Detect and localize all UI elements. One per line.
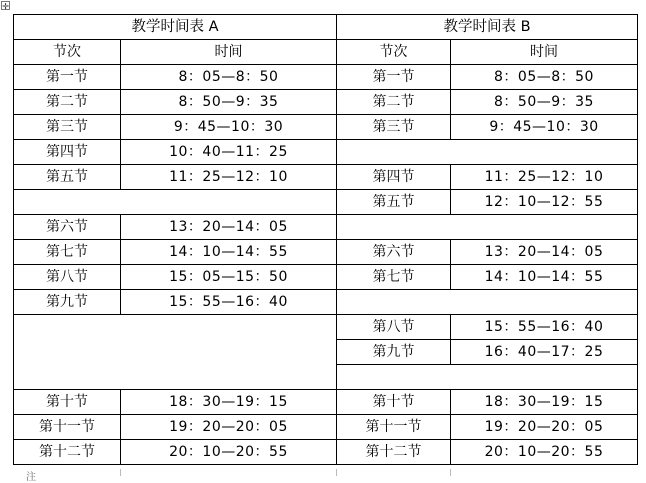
a-empty-cell <box>14 315 337 390</box>
table-row <box>14 165 638 190</box>
a-time-cell: 15：55—16：40 <box>121 290 337 315</box>
column-guide <box>336 469 337 476</box>
a-period-cell: 第八节 <box>14 265 121 290</box>
b-period-cell: 第九节 <box>337 340 451 365</box>
b-period-cell: 第一节 <box>337 65 451 90</box>
a-period-cell: 第五节 <box>14 165 121 190</box>
b-time-cell: 12：10—12：55 <box>451 190 638 215</box>
b-period-cell: 第十二节 <box>337 440 451 465</box>
table-row <box>14 265 638 290</box>
b-period-cell: 第七节 <box>337 265 451 290</box>
b-time-cell: 15：55—16：40 <box>451 315 638 340</box>
a-time-cell: 18：30—19：15 <box>121 390 337 415</box>
b-time-cell: 18：30—19：15 <box>451 390 638 415</box>
table-header-row <box>14 40 638 65</box>
b-empty-cell <box>337 290 638 315</box>
a-period-cell: 第四节 <box>14 140 121 165</box>
table-a-time-header: 时间 <box>121 40 337 65</box>
a-time-cell: 13：20—14：05 <box>121 215 337 240</box>
column-guide <box>450 469 451 476</box>
table-row <box>14 390 638 415</box>
a-time-cell: 8：05—8：50 <box>121 65 337 90</box>
table-row <box>14 65 638 90</box>
table-row <box>14 315 638 340</box>
table-b-title: 教学时间表 B <box>337 15 638 40</box>
b-time-cell: 14：10—14：55 <box>451 265 638 290</box>
a-time-cell: 19：20—20：05 <box>121 415 337 440</box>
b-period-cell: 第四节 <box>337 165 451 190</box>
table-title-row <box>14 15 638 40</box>
a-period-cell: 第七节 <box>14 240 121 265</box>
a-period-cell: 第九节 <box>14 290 121 315</box>
b-period-cell: 第五节 <box>337 190 451 215</box>
b-time-cell: 19：20—20：05 <box>451 415 638 440</box>
a-period-cell: 第十一节 <box>14 415 121 440</box>
a-time-cell: 11：25—12：10 <box>121 165 337 190</box>
b-empty-cell <box>337 365 638 390</box>
a-period-cell: 第三节 <box>14 115 121 140</box>
footnote-mark: 注 <box>26 472 36 483</box>
b-time-cell: 8：50—9：35 <box>451 90 638 115</box>
a-period-cell: 第十二节 <box>14 440 121 465</box>
table-row <box>14 115 638 140</box>
table-row <box>14 140 638 165</box>
b-time-cell: 9：45—10：30 <box>451 115 638 140</box>
b-time-cell: 16：40—17：25 <box>451 340 638 365</box>
b-time-cell: 8：05—8：50 <box>451 65 638 90</box>
b-period-cell: 第二节 <box>337 90 451 115</box>
a-period-cell: 第一节 <box>14 65 121 90</box>
table-b-period-header: 节次 <box>337 40 451 65</box>
b-time-cell: 20：10—20：55 <box>451 440 638 465</box>
a-time-cell: 9：45—10：30 <box>121 115 337 140</box>
b-time-cell: 11：25—12：10 <box>451 165 638 190</box>
table-row <box>14 290 638 315</box>
a-time-cell: 20：10—20：55 <box>121 440 337 465</box>
column-guide <box>120 469 121 476</box>
table-a-period-header: 节次 <box>14 40 121 65</box>
table-row <box>14 90 638 115</box>
a-period-cell: 第二节 <box>14 90 121 115</box>
a-time-cell: 10：40—11：25 <box>121 140 337 165</box>
table-row <box>14 440 638 465</box>
a-time-cell: 8：50—9：35 <box>121 90 337 115</box>
b-period-cell: 第三节 <box>337 115 451 140</box>
a-period-cell: 第六节 <box>14 215 121 240</box>
b-period-cell: 第十节 <box>337 390 451 415</box>
b-period-cell: 第六节 <box>337 240 451 265</box>
table-row <box>14 240 638 265</box>
b-empty-cell <box>337 215 638 240</box>
a-period-cell: 第十节 <box>14 390 121 415</box>
table-move-handle-icon[interactable]: ✛ <box>2 2 9 11</box>
table-a-title: 教学时间表 A <box>14 15 337 40</box>
b-empty-cell <box>337 140 638 165</box>
b-period-cell: 第十一节 <box>337 415 451 440</box>
a-empty-cell <box>14 190 337 215</box>
table-row <box>14 190 638 215</box>
table-row <box>14 415 638 440</box>
b-time-cell: 13：20—14：05 <box>451 240 638 265</box>
table-row <box>14 215 638 240</box>
a-time-cell: 14：10—14：55 <box>121 240 337 265</box>
table-b-time-header: 时间 <box>451 40 638 65</box>
schedule-table <box>13 14 638 465</box>
a-time-cell: 15：05—15：50 <box>121 265 337 290</box>
b-period-cell: 第八节 <box>337 315 451 340</box>
